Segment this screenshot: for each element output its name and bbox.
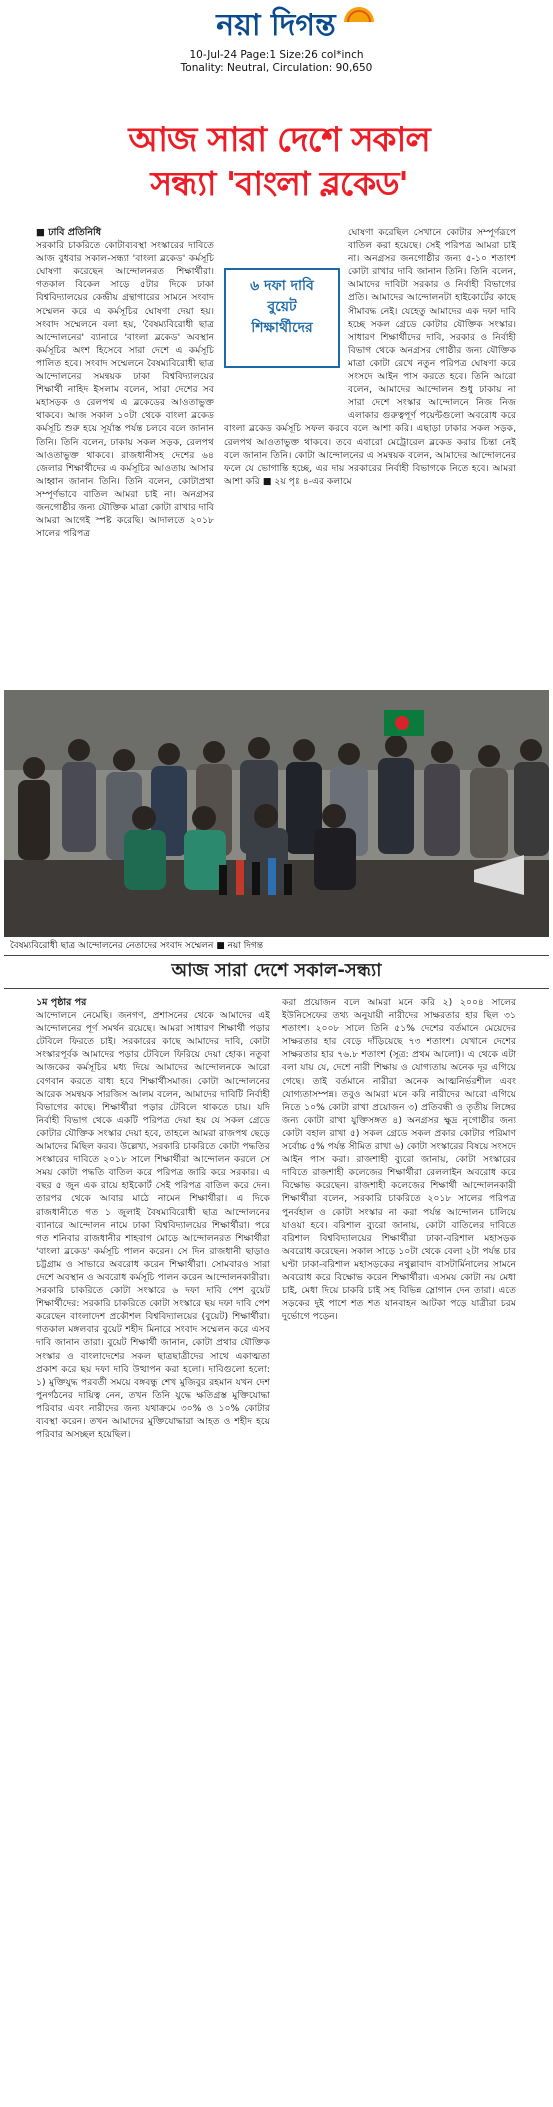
- headline-line-1: আজ সারা দেশে সকাল: [128, 120, 430, 160]
- clipping-tonality-line: Tonality: Neutral, Circulation: 90,650: [180, 62, 373, 74]
- article-column-1: [36, 226, 214, 681]
- main-headline: [118, 118, 440, 206]
- continuation-body-right: করা প্রয়োজন বলে আমরা মনে করি ২) ২০০৪ সালের ইউনিসেফের তথ্য অনুযায়ী নারীদের সাক্ষরতার হার ছিল ৩১ শতাংশ। ২০০৮ সালে তিনি ৫১% দেশের বর্তমানে মেয়েদের সাক্ষরতার হার বেড়ে দাঁড়িয়েছে ৭৩ শতাংশ। যেখানে দেশের সাক্ষরতার হার ৭৬.৮ শতাংশ (সূত্র: প্রথম আলো)। এ থেকে এটা বলা যায় যে, দেশে নারী শিক্ষায় ও যোগ্যতায় অনেক দূর এগিয়ে গেছে। তাই বর্তমানে নারীরা অনেক আত্মনির্ভরশীল এবং যোগ্যতাসম্পন্ন। তবুও আমরা মনে করি নারীদের আরো এগিয়ে নিতে ১০% কোটা রাখা প্রয়োজন ৩) প্রতিবন্ধী ও তৃতীয় লিঙ্গের জন্য কোটা রাখা যুক্তিসঙ্গত ৪) অনগ্রসর ক্ষুদ্র নৃগোষ্ঠীর জন্য কোটা বহাল রাখা ৫) সকল গ্রেডে সকল প্রকার কোটার পরিমাণ সর্বোচ্চ ৫% পর্যন্ত সীমিত রাখা ৬) কোটা সংস্কারের বিষয়ে সংসদে আইন পাস করা। রাজশাহী ব্যুরো জানায়, কোটা সংস্কারের দাবিতে রাজশাহী কলেজের শিক্ষার্থীরা রেললাইন অবরোধ করে বিক্ষোভ করেছেন। রাজশাহী কলেজের শিক্ষার্থী আন্দোলনকারী শিক্ষার্থীরা বলেন, সরকারি চাকরিতে ২০১৮ সালের পরিপত্র পুনর্বহাল ও কোটা সংস্কার না করা পর্যন্ত আন্দোলন চালিয়ে যাওয়া হবে। বরিশাল ব্যুরো জানায়, কোটা বাতিলের দাবিতে বরিশাল বিশ্ববিদ্যালয়ের শিক্ষার্থীরা ঢাকা-বরিশাল মহাসড়ক অবরোধ করেছেন। সকাল সাড়ে ১০টা থেকে বেলা ২টা পর্যন্ত চার ঘণ্টা ঢাকা-বরিশাল মহাসড়কের নথুল্লাবাদ বাসটার্মিনালের সামনে অবরোধ করে বিক্ষোভ করেন শিক্ষার্থীরা। এসময় কোটা নয় মেধা চাই, মেধা দিয়ে চাকরি চাই সহ বিভিন্ন স্লোগান দেন তারা। এতে সড়কের দুই পাশে শত শত যানবাহন আটকা পড়ে যাত্রীরা চরম দুর্ভোগে পড়েন।: [282, 997, 516, 1323]
- masthead: [0, 0, 553, 78]
- continuation-from-label: ১ম পৃষ্ঠার পর: [36, 997, 87, 1008]
- continuation-body-left: আন্দোলনে নেমেছি। জনগণ, প্রশাসনের থেকে আমাদের এই আন্দোলনের পূর্ণ সমর্থন রয়েছে। আমরা সাধারণ শিক্ষার্থী পড়ার টেবিলে ফিরতে চাই। সরকারের কাছে আমাদের দাবি, কোটা সংস্কারপূর্বক আমাদের পড়ার টেবিলে ফিরিয়ে দেয়া হোক। নতুবা আজকের কর্মসূচির মধ্য দিয়ে আমাদের আন্দোলনকে আরো বেগবান করতে বাধ্য হবে শিক্ষার্থীসমাজ। কোটা আন্দোলনের আরেক সমন্বয়ক সারজিস আলম বলেন, আমাদের দাবিটি নির্বাহী বিভাগের কাছে। শিক্ষার্থীরা পড়ার টেবিলে থাকতে চায়। যদি নির্বাহী বিভাগ থেকে একটি পরিপত্র দেয়া হয় যে সকল গ্রেডে কোটার যৌক্তিক সংস্কার দেয়া হবে, তাহলে আমরা রাজপথ ছেড়ে আমাদের মিছিল করব। উল্লেখ্য, সরকারি চাকরিতে কোটা পদ্ধতির সংস্কারের দাবিতে ২০১৮ সালে শিক্ষার্থীরা আন্দোলন করলে সে সময় কোটা পদ্ধতি বাতিল করে পরিপত্র জারি করে সরকার। এ বছর ৫ জুন এক রায়ে হাইকোর্ট সেই পরিপত্র বাতিল করে দেন। তারপর থেকে আবার মাঠে নামেন শিক্ষার্থীরা। এ দিকে রাজধানীতে গত ১ জুলাই বৈষম্যবিরোধী ছাত্র আন্দোলনের ব্যানারে আন্দোলন নামে ঢাকা বিশ্ববিদ্যালয়ের শিক্ষার্থীরা। পরে গত শনিবার রাজধানীর শাহবাগ মোড়ে আন্দোলনরত শিক্ষার্থীরা 'বাংলা ব্লকেড' কর্মসূচি পালন করেন। সে দিন রাজধানী ছাড়াও চট্টগ্রাম ও সাভারে অবরোধ করেন শিক্ষার্থীরা। সোমবারও সারা দেশে অবস্থান ও অবরোধ কর্মসূচি পালন করেন আন্দোলনকারীরা। সরকারি চাকরিতে কোটা সংস্কারে ৬ দফা দাবি পেশ বুয়েট শিক্ষার্থীদের: সরকারি চাকরিতে কোটা সংস্কারে ছয় দফা দাবি পেশ করেছেন বাংলাদেশ প্রকৌশল বিশ্ববিদ্যালয়ের (বুয়েট) শিক্ষার্থীরা। গতকাল মঙ্গলবার বুয়েট শহীদ মিনারে সংবাদ সম্মেলন করে এসব দাবি জানান তারা। বুয়েট শিক্ষার্থী জানান, কোটা প্রথার যৌক্তিক সংস্কার ও বাংলাদেশের সকল ছাত্রছাত্রীদের সাথে একাত্মতা প্রকাশ করে ছয় দফা দাবি উত্থাপন করা হলো। দাবিগুলো হলো: ১) মুক্তিযুদ্ধ পরবর্তী সময়ে বঙ্গবন্ধু শেখ মুজিবুর রহমান যখন দেশ পুনর্গঠনের দায়িত্ব নেন, তখন তিনি যুদ্ধে ক্ষতিগ্রস্ত মুক্তিযোদ্ধা পরিবার এবং নারীদের জন্য যথাক্রমে ৩০% ও ১০% কোটার ব্যবস্থা করেন। তখন আমাদের মুক্তিযোদ্ধারা আহত ও শহীদ হয়ে পরিবার অসচ্ছল হয়েছিল।: [36, 1010, 270, 1441]
- demand-box-line-2: বুয়েট: [267, 299, 297, 315]
- clipping-date-line: 10-Jul-24 Page:1 Size:26 col*inch: [189, 49, 364, 61]
- continuation-subhead: আজ সারা দেশে সকাল-সন্ধ্যা: [171, 960, 382, 981]
- press-conference-photo: [4, 690, 549, 937]
- demand-box-line-3: শিক্ষার্থীদের: [251, 320, 313, 336]
- demand-box: [224, 268, 340, 368]
- continuation-column-left: [36, 996, 270, 2096]
- press-conference-photo-illustration: [4, 690, 549, 937]
- section-divider: [4, 955, 549, 956]
- logo-text: নয়া দিগন্ত: [216, 8, 336, 43]
- headline-line-2: সন্ধ্যা 'বাংলা ব্লকেড': [150, 164, 408, 203]
- continuation-column-right: [282, 996, 516, 2096]
- article-body-1: সরকারি চাকরিতে কোটাব্যবস্থা সংস্কারের দাবিতে আজ বুধবার সকাল-সন্ধ্যা 'বাংলা ব্লকেড' কর্মসূচি ঘোষণা করেছেন আন্দোলনরত শিক্ষার্থীরা। গতকাল বিকেল সাড়ে ৫টার দিকে ঢাকা বিশ্ববিদ্যালয়ের কেন্দ্রীয় গ্রন্থাগারের সামনে সংবাদ সম্মেলন করে এ কর্মসূচির ঘোষণা দেয়া হয়। সংবাদ সম্মেলনে বলা হয়, 'বৈষম্যবিরোধী ছাত্র আন্দোলনের' ব্যানারে 'বাংলা ব্লকেড' অবস্থান কর্মসূচির অংশ হিসেবে সারা দেশে এ কর্মসূচি পালিত হবে। সংবাদ সম্মেলনে বৈষম্যবিরোধী ছাত্র আন্দোলনের সমন্বয়ক ঢাকা বিশ্ববিদ্যালয়ের শিক্ষার্থী নাহিদ ইসলাম বলেন, সারা দেশের সব মহাসড়ক ও রেলপথ এ ব্লকেডের আওতাভুক্ত থাকবে। আজ সকাল ১০টা থেকে বাংলা ব্লকেড কর্মসূচি শুরু হয়ে সূর্যাস্ত পর্যন্ত চলবে বলে জানান তিনি। তিনি বলেন, ঢাকায় সকল সড়ক, রেলপথ আওতাভুক্ত থাকবে। রাজধানীসহ দেশের ৬৪ জেলার শিক্ষার্থীদের এ কর্মসূচির আওতায় আসার আহ্বান জানান তিনি। তিনি বলেন, কোটাপ্রথা সম্পূর্ণভাবে বাতিল আমরা চাই না। অনগ্রসর জনগোষ্ঠীর জন্য যৌক্তিক মাত্রা কোটা রাখার দাবি আমরা আগেই স্পষ্ট করেছি। আদালতে ২০১৮ সালের পরিপত্র: [36, 240, 214, 540]
- article-body-2: ঘোষণা করেছিল সেখানে কোটার সম্পূর্ণরূপে বাতিল করা হয়েছে। সেই পরিপত্র আমরা চাই না। অনগ্রসর জনগোষ্ঠীর জন্য ৫-১০ শতাংশ কোটা রাখার দাবি জানান তিনি। তিনি বলেন, আমাদের দাবিটা সরকার ও নির্বাহী বিভাগের প্রতি। আমাদের আন্দোলনটা হাইকোর্টের কাছে সীমাবদ্ধ নেই। যেহেতু আমাদের এক দফা দাবি হচ্ছে সকল গ্রেডে কোটার যৌক্তিক সংস্কার। সাধারণ শিক্ষার্থীদের দাবি, সরকার ও নির্বাহী বিভাগ থেকে অনগ্রসর গোষ্ঠীর জন্য যৌক্তিক মাত্রা কোটা রেখে নতুন পরিপত্র ঘোষণা করে সংসদে আইন পাস করতে হবে। তিনি আরো বলেন, আমাদের আন্দোলন শুধু ঢাকায় না সারা দেশে সংস্কার আন্দোলনে নিজ নিজ এলাকার গুরুত্বপূর্ণ পয়েন্টগুলো অবরোধ করে বাংলা ব্লকেড কর্মসূচি সফল করবে বলে আশা করি। এছাড়া ঢাকার সকল সড়ক, রেলপথ আওতাভুক্ত থাকবে। তবে এবারো মেট্রোরেল ব্লকেড করার চিন্তা নেই বলে জানান তিনি। কোটা আন্দোলনের এ সমন্বয়ক বলেন, আমাদের আন্দোলনের ফলে যে ভোগান্তি হচ্ছে, এর দায় সরকারের নির্বাহী বিভাগকে নিতে হবে। আমরা আশা করি ■ ২য় পৃঃ ৪-এর কলামে: [224, 227, 516, 487]
- photo-caption: বৈষম্যবিরোধী ছাত্র আন্দোলনের নেতাদের সংবাদ সম্মেলন ■ নয়া দিগন্ত: [10, 941, 264, 951]
- section-divider: [4, 988, 549, 989]
- newspaper-logo: [166, 6, 386, 46]
- demand-box-line-1: ৬ দফা দাবি: [250, 278, 314, 294]
- sun-logo-icon: [342, 4, 376, 24]
- byline: ■ ঢাবি প্রতিনিধি: [36, 227, 102, 238]
